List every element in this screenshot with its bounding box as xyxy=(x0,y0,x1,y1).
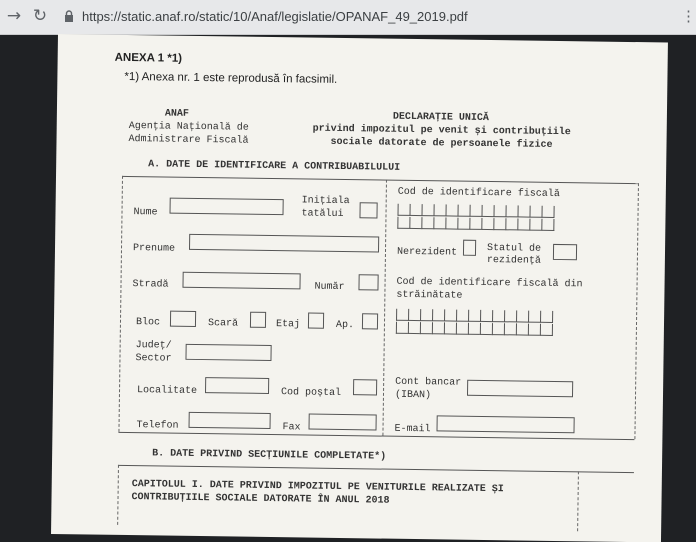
cif-strain-label-1: Cod de identificare fiscală din xyxy=(396,276,583,291)
section-a-top-border xyxy=(122,176,638,184)
cif-cells-row1[interactable] xyxy=(397,204,554,218)
strada-field[interactable] xyxy=(182,272,300,290)
section-b-left-border xyxy=(117,465,119,525)
iban-label: (IBAN) xyxy=(394,389,432,402)
rezidenta-label: rezidență xyxy=(486,255,541,267)
org-short: ANAF xyxy=(164,108,189,120)
localitate-label: Localitate xyxy=(136,385,198,397)
annex-title: ANEXA 1 *1) xyxy=(114,51,183,65)
email-label: E-mail xyxy=(394,423,431,436)
iban-field[interactable] xyxy=(467,380,573,397)
cont-bancar-label: Cont bancar xyxy=(395,376,462,389)
right-border xyxy=(634,183,639,439)
numar-field[interactable] xyxy=(358,274,378,290)
statul-label: Statul de xyxy=(486,243,542,255)
localitate-field[interactable] xyxy=(205,377,269,394)
sector-label: Sector xyxy=(135,353,172,365)
cif-strain-cells-row1[interactable] xyxy=(396,309,553,323)
left-border xyxy=(118,176,123,432)
cif-strain-cells-row2[interactable] xyxy=(396,322,553,336)
cif-label: Cod de identificare fiscală xyxy=(397,186,560,201)
chapter-line2: CONTRIBUȚIILE SOCIALE DATORATE ÎN ANUL 2018 xyxy=(131,492,390,507)
email-field[interactable] xyxy=(436,415,574,433)
scara-field[interactable] xyxy=(250,312,266,328)
column-divider xyxy=(382,180,387,436)
bloc-label: Bloc xyxy=(135,317,161,329)
chapter-line1: CAPITOLUL I. DATE PRIVIND IMPOZITUL PE VENITURILE REALIZATE ȘI xyxy=(131,479,504,496)
section-a-title: A. DATE DE IDENTIFICARE A CONTRIBUABILULUI xyxy=(148,159,401,174)
pdf-page xyxy=(51,34,668,542)
address-bar[interactable]: https://static.anaf.ro/static/10/Anaf/legislatie/OPANAF_49_2019.pdf xyxy=(82,9,468,24)
more-icon[interactable]: ⋮ xyxy=(681,8,696,25)
declaration-line2: sociale datorate de persoanele fizice xyxy=(330,136,553,151)
telefon-field[interactable] xyxy=(189,412,271,429)
scara-label: Scară xyxy=(207,318,239,330)
cif-cells-row2[interactable] xyxy=(397,217,554,231)
prenume-field[interactable] xyxy=(189,234,379,253)
initiala-field[interactable] xyxy=(359,202,377,218)
initiala-label: Inițiala xyxy=(301,195,350,208)
arrow-right-icon[interactable]: → xyxy=(6,6,22,26)
cod-postal-field[interactable] xyxy=(353,379,377,395)
lock-icon xyxy=(64,10,74,22)
statul-field[interactable] xyxy=(553,244,577,260)
section-b-right-border xyxy=(577,471,579,531)
cod-postal-label: Cod poștal xyxy=(280,387,342,399)
nerezident-label: Nerezident xyxy=(396,246,458,259)
nume-label: Nume xyxy=(133,207,158,219)
org-line1: Agenția Națională de xyxy=(128,120,249,134)
judet-field[interactable] xyxy=(185,344,271,361)
etaj-field[interactable] xyxy=(308,313,324,329)
declaration-line1: privind impozitul pe venit și contribuțiile xyxy=(312,123,571,139)
annex-note: *1) Anexa nr. 1 este reprodusă în facsimil. xyxy=(124,70,338,86)
section-a-bottom-border xyxy=(118,432,634,440)
prenume-label: Prenume xyxy=(132,243,176,255)
org-line2: Administrare Fiscală xyxy=(128,133,249,147)
telefon-label: Telefon xyxy=(136,420,179,432)
ap-label: Ap. xyxy=(335,319,355,332)
declaration-title: DECLARAȚIE UNICĂ xyxy=(392,111,489,125)
bloc-field[interactable] xyxy=(170,311,196,327)
browser-toolbar xyxy=(0,0,696,35)
judet-label: Județ/ xyxy=(135,340,172,352)
fax-label: Fax xyxy=(282,422,301,434)
nerezident-checkbox[interactable] xyxy=(463,240,476,256)
reload-icon[interactable]: ↻ xyxy=(32,6,48,26)
etaj-label: Etaj xyxy=(275,319,301,331)
section-b-top-border xyxy=(118,465,634,473)
cif-strain-label-2: străinătate xyxy=(396,289,463,302)
tatalui-label: tatălui xyxy=(301,208,344,221)
section-b-title: B. DATE PRIVIND SECȚIUNILE COMPLETATE*) xyxy=(152,448,387,463)
fax-field[interactable] xyxy=(309,414,377,431)
numar-label: Număr xyxy=(314,281,345,294)
nume-field[interactable] xyxy=(170,198,284,216)
ap-field[interactable] xyxy=(362,313,378,329)
strada-label: Stradă xyxy=(132,279,169,291)
